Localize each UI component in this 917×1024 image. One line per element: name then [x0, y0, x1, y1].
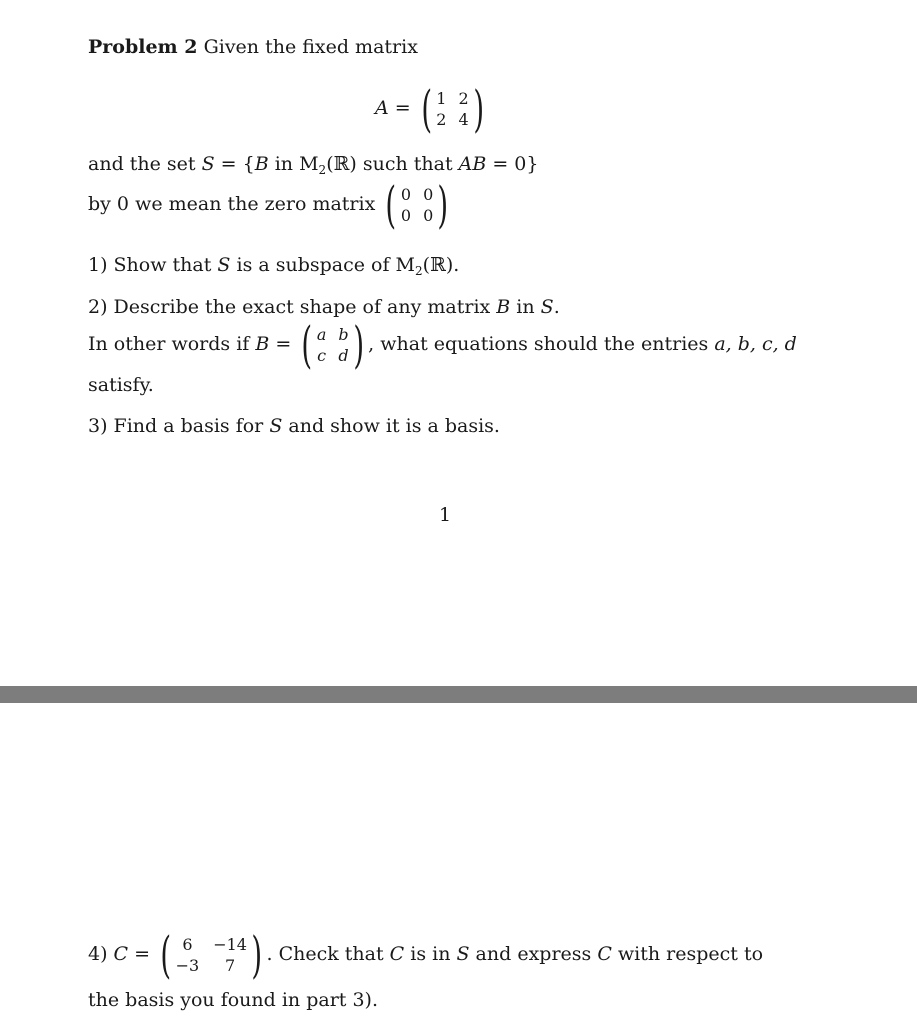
matrix-cell: a	[316, 324, 327, 344]
question-2: 2) Describe the exact shape of any matrix B in S.	[88, 296, 560, 318]
matrix-cell: d	[338, 345, 349, 365]
matrix-a-cells	[436, 89, 468, 130]
page-number: 1	[439, 504, 452, 526]
matrix-cell: −3	[175, 955, 200, 975]
matrix-cell: 2	[436, 109, 447, 129]
matrix-cell: b	[338, 324, 349, 344]
matrix-cell: 0	[423, 205, 434, 225]
question-3: 3) Find a basis for S and show it is a basis.	[88, 415, 500, 437]
question-4: 4) C = ( 6 −14 −3 7 ) . Check that C is in S and express C with respect to	[88, 926, 764, 984]
matrix-a-label: A =	[375, 97, 411, 119]
matrix-cell: 2	[458, 88, 469, 108]
matrix-cell: c	[317, 345, 327, 365]
matrix-cell: 4	[458, 109, 469, 129]
matrix-b-cells	[317, 325, 349, 366]
matrix-cell: 0	[400, 205, 412, 225]
page-divider	[0, 686, 917, 703]
question-2-satisfy: satisfy.	[88, 374, 154, 396]
matrix-cell: 1	[436, 88, 447, 108]
zero-matrix-text: by 0 we mean the zero matrix	[88, 193, 376, 215]
problem-header	[88, 35, 418, 59]
matrix-a-display: A = ( 1 2 2 4 )	[375, 80, 484, 138]
matrix-cell: 6	[182, 934, 193, 954]
set-definition: and the set S = {B in $M_2(ℝ)$ such that AB = 0}	[88, 153, 539, 177]
problem-intro: Given the fixed matrix	[203, 36, 418, 58]
matrix-cell: −14	[213, 934, 247, 954]
zero-matrix-line: by 0 we mean the zero matrix ( 0 0 0 0 )	[88, 176, 449, 234]
question-4-continued: the basis you found in part 3).	[88, 989, 379, 1011]
question-2-detail: In other words if B = ( a b c d ) , what equations should the entries a, b, c, d	[88, 316, 797, 374]
matrix-cell: 0	[423, 184, 434, 204]
matrix-cell: 7	[225, 955, 236, 975]
question-1: 1) Show that S is a subspace of $M_2(ℝ)$.	[88, 254, 460, 278]
matrix-c-cells	[176, 935, 247, 976]
zero-matrix-cells	[401, 185, 433, 226]
problem-label: Problem 2	[88, 36, 198, 58]
matrix-cell: 0	[400, 184, 412, 204]
